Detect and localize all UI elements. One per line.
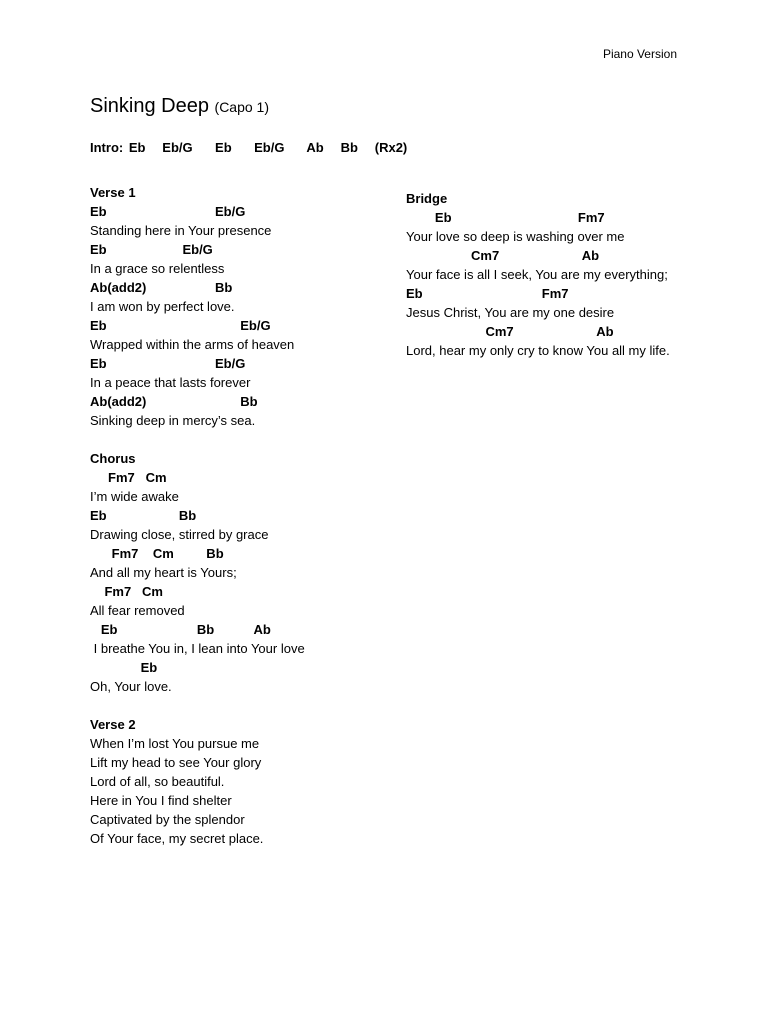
chord-line: Eb Eb/G: [90, 242, 213, 257]
lyric-line: I’m wide awake: [90, 489, 179, 504]
lyric-line: Captivated by the splendor: [90, 812, 245, 827]
lyric-line: Oh, Your love.: [90, 679, 172, 694]
lyric-line: I breathe You in, I lean into Your love: [90, 641, 305, 656]
chord-line: Eb Fm7: [406, 286, 569, 301]
chord-line: Eb: [90, 660, 158, 675]
left-column: [90, 183, 410, 848]
bridge-heading: Bridge: [406, 191, 448, 206]
lyric-line: All fear removed: [90, 603, 185, 618]
lyric-line: Of Your face, my secret place.: [90, 831, 264, 846]
verse2-heading: Verse 2: [90, 717, 136, 732]
chord-line: Eb Eb/G: [90, 356, 246, 371]
lyric-line: When I’m lost You pursue me: [90, 736, 260, 751]
chorus-lines: [90, 468, 410, 696]
lyric-line: In a peace that lasts forever: [90, 375, 251, 390]
section-gap: [90, 696, 410, 715]
chorus-heading: Chorus: [90, 451, 136, 466]
lyric-line: Drawing close, stirred by grace: [90, 527, 269, 542]
chord-line: Eb Bb Ab: [90, 622, 271, 637]
chord-line: Cm7 Ab: [406, 248, 600, 263]
lyric-line: Standing here in Your presence: [90, 223, 272, 238]
chord-line: Eb Bb: [90, 508, 197, 523]
section-gap: [90, 430, 410, 449]
capo-note: (Capo 1): [214, 99, 269, 115]
chord-line: Ab(add2) Bb: [90, 394, 258, 409]
song-title-main: Sinking Deep: [90, 95, 209, 117]
verse1-heading: Verse 1: [90, 185, 136, 200]
verse1-lines: [90, 202, 410, 430]
lyric-line: Sinking deep in mercy’s sea.: [90, 413, 256, 428]
lyric-line: I am won by perfect love.: [90, 299, 235, 314]
lyric-line: Jesus Christ, You are my one desire: [406, 305, 615, 320]
lyric-line: Your love so deep is washing over me: [406, 229, 625, 244]
chord-line: Cm7 Ab: [406, 324, 614, 339]
lyric-line: In a grace so relentless: [90, 261, 225, 276]
verse2-lines: [90, 734, 410, 848]
chord-line: Fm7 Cm: [90, 470, 167, 485]
version-label: Piano Version: [602, 47, 677, 61]
chord-line: Eb Eb/G: [90, 318, 271, 333]
lyric-line: Lord, hear my only cry to know You all my life.: [406, 343, 670, 358]
right-column: [406, 189, 686, 360]
chord-line: Fm7 Cm: [90, 584, 163, 599]
bridge-lines: [406, 208, 686, 360]
intro-line: Intro: Eb Eb/G Eb Eb/G Ab Bb (Rx2): [90, 140, 408, 155]
song-title: [90, 94, 269, 119]
lyric-line: Your face is all I seek, You are my everything;: [406, 267, 668, 282]
chord-line: Fm7 Cm Bb: [90, 546, 224, 561]
chord-line: Eb Eb/G: [90, 204, 246, 219]
lyric-line: Lord of all, so beautiful.: [90, 774, 225, 789]
chord-line: Ab(add2) Bb: [90, 280, 233, 295]
chord-line: Eb Fm7: [406, 210, 605, 225]
lyric-line: Lift my head to see Your glory: [90, 755, 262, 770]
lyric-line: Wrapped within the arms of heaven: [90, 337, 295, 352]
lyric-line: Here in You I find shelter: [90, 793, 232, 808]
lyric-line: And all my heart is Yours;: [90, 565, 237, 580]
